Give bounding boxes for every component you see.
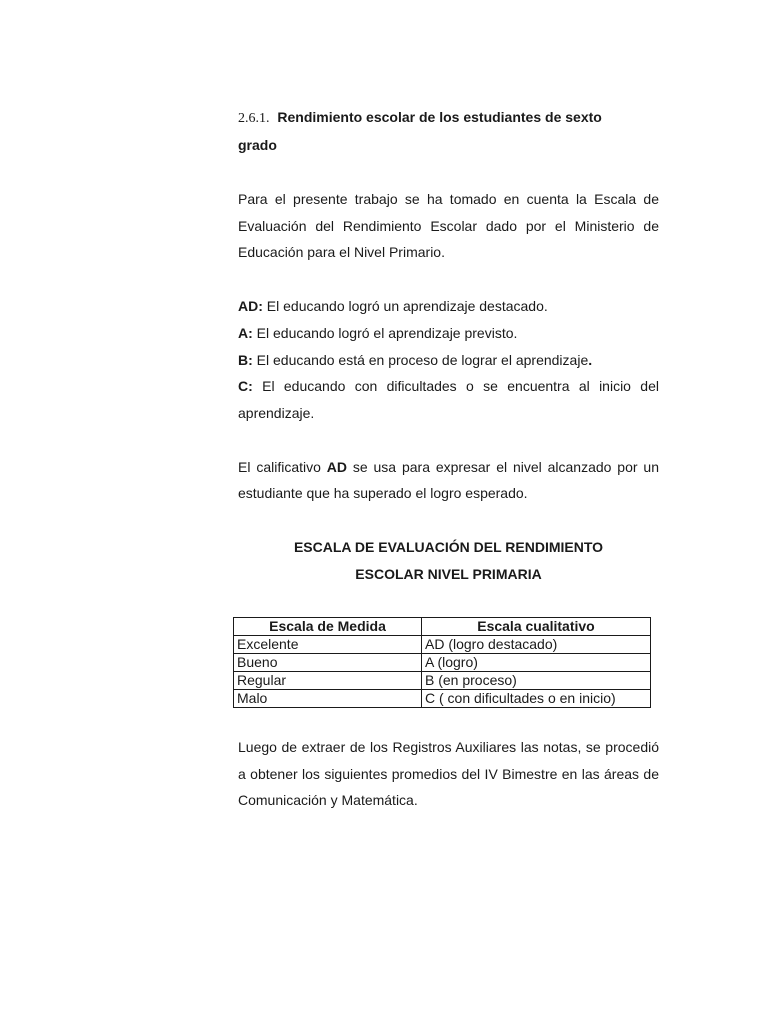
closing-paragraph: Luego de extraer de los Registros Auxiliares las notas, se procedió a obtener los siguientes promedios del IV Bimestre en las áreas de Comunicación y Matemática. <box>238 739 659 809</box>
table-cell: Regular <box>234 672 422 690</box>
definition-c <box>238 373 659 426</box>
definitions-list <box>238 293 659 427</box>
evaluation-scale-table <box>233 617 651 708</box>
table-header-row <box>234 618 651 636</box>
section-title <box>238 109 602 153</box>
definition-b <box>238 347 659 374</box>
definition-code: A: <box>238 324 253 341</box>
definition-trail: . <box>588 351 593 368</box>
table-title <box>238 534 659 588</box>
section-heading <box>238 104 659 159</box>
closing-block <box>238 734 659 814</box>
table-row <box>234 636 651 654</box>
table-row <box>234 690 651 708</box>
calificativo-pre: El calificativo <box>238 458 327 475</box>
calificativo-bold: AD <box>326 458 347 475</box>
calificativo-post: se usa para expresar el nivel alcanzado por un estudiante que ha superado el logro esperado. <box>238 458 659 502</box>
definition-code: C: <box>238 378 253 395</box>
table-row <box>234 672 651 690</box>
section-title-line2: grado <box>238 137 277 153</box>
table-title-line2: ESCOLAR NIVEL PRIMARIA <box>355 566 542 583</box>
definition-a <box>238 320 659 347</box>
table-row <box>234 654 651 672</box>
definition-text: El educando está en proceso de lograr el aprendizaje <box>252 351 589 368</box>
table-cell: A (logro) <box>422 654 651 672</box>
definition-code: B: <box>238 351 253 368</box>
table-cell: AD (logro destacado) <box>422 636 651 654</box>
table-header-cell: Escala de Medida <box>234 618 422 636</box>
table-cell: Excelente <box>234 636 422 654</box>
table-header-cell: Escala cualitativo <box>422 618 651 636</box>
section-number: 2.6.1. <box>238 111 270 126</box>
table-title-line1: ESCALA DE EVALUACIÓN DEL RENDIMIENTO <box>293 539 604 556</box>
definition-text: El educando logró un aprendizaje destacado. <box>262 298 548 315</box>
definition-ad <box>238 293 659 320</box>
definition-text: El educando logró el aprendizaje previsto. <box>252 324 518 341</box>
definition-text: El educando con dificultades o se encuentra al inicio del aprendizaje. <box>238 378 659 421</box>
table-cell: Bueno <box>234 654 422 672</box>
table-cell: C ( con dificultades o en inicio) <box>422 690 651 708</box>
document-body <box>238 104 659 588</box>
definition-code: AD: <box>238 298 263 315</box>
intro-paragraph: Para el presente trabajo se ha tomado en cuenta la Escala de Evaluación del Rendimiento Escolar dado por el Ministerio de Educación para el Nivel Primario. <box>238 191 659 261</box>
table-cell: Malo <box>234 690 422 708</box>
section-title-line1: Rendimiento escolar de los estudiantes de sexto <box>277 109 602 125</box>
table-cell: B (en proceso) <box>422 672 651 690</box>
calificativo-paragraph <box>238 454 659 507</box>
